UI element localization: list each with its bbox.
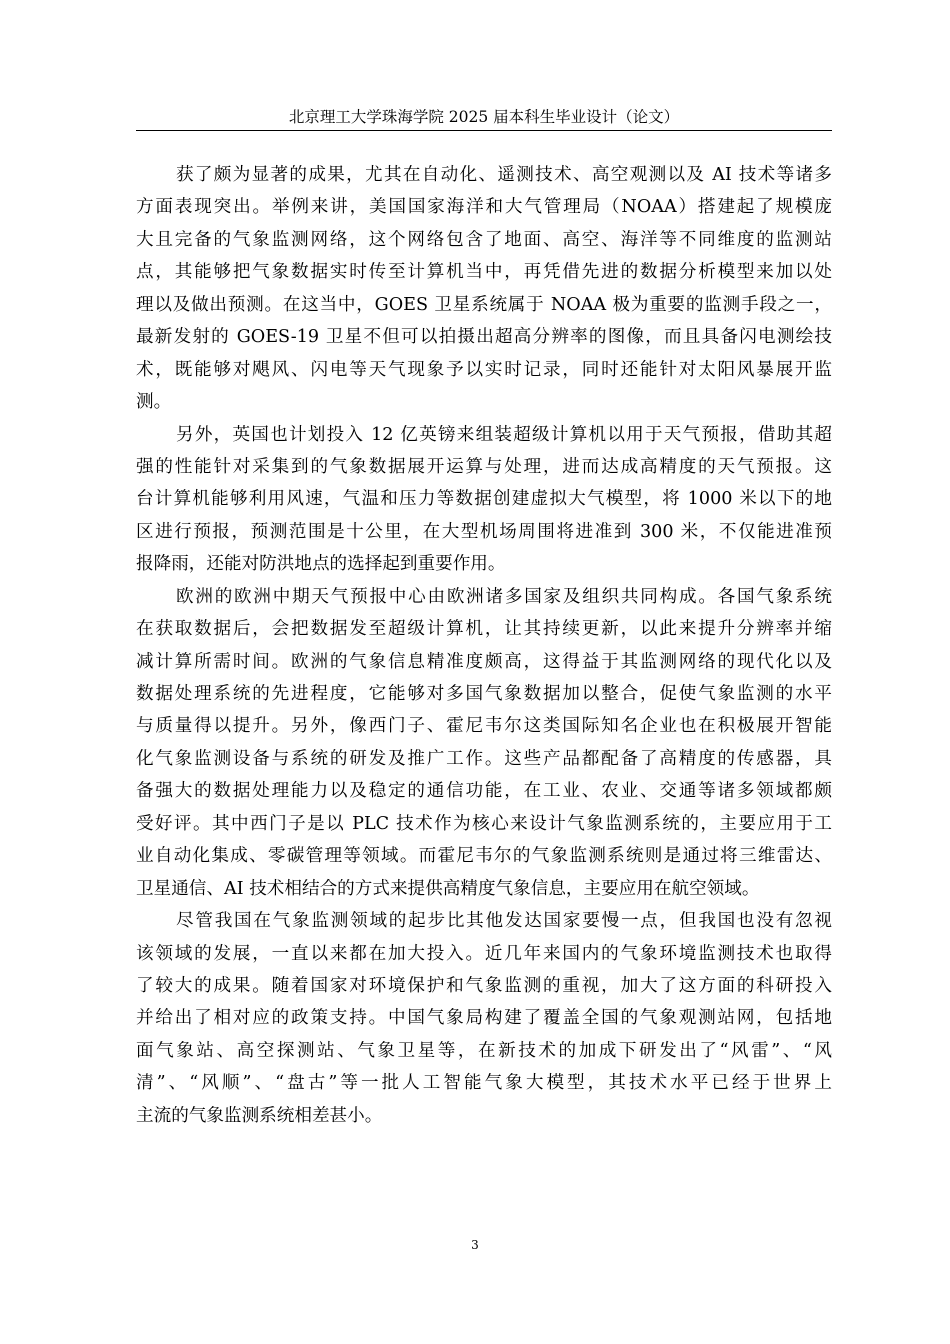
page-header: 北京理工大学珠海学院 2025 届本科生毕业设计（论文） [288, 108, 680, 126]
text-line: 与质量得以提升。另外，像西门子、霍尼韦尔这类国际知名企业也在积极展开智能 [136, 716, 832, 737]
paragraph [136, 581, 832, 905]
header-rule [136, 130, 832, 131]
text-line: 大且完备的气象监测网络，这个网络包含了地面、高空、海洋等不同维度的监测站 [136, 229, 832, 250]
text-line: 最新发射的 GOES-19 卫星不但可以拍摄出超高分辨率的图像，而且具备闪电测绘技 [136, 327, 832, 348]
text-line: 尽管我国在气象监测领域的起步比其他发达国家要慢一点，但我国也没有忽视 [176, 911, 832, 932]
text-line: 清”、“风顺”、“盘古”等一批人工智能气象大模型，其技术水平已经于世界上 [136, 1073, 832, 1094]
text-line: 强的性能针对采集到的气象数据展开运算与处理，进而达成高精度的天气预报。这 [136, 456, 832, 477]
text-line: 备强大的数据处理能力以及稳定的通信功能，在工业、农业、交通等诸多领域都颇 [136, 781, 832, 802]
text-line: 并给出了相对应的政策支持。中国气象局构建了覆盖全国的气象观测站网，包括地 [136, 1008, 832, 1029]
text-line: 化气象监测设备与系统的研发及推广工作。这些产品都配备了高精度的传感器，具 [136, 748, 832, 769]
text-line: 数据处理系统的先进程度，它能够对多国气象数据加以整合，促使气象监测的水平 [136, 684, 832, 704]
page-number: 3 [471, 1238, 479, 1252]
text-line: 欧洲的欧洲中期天气预报中心由欧洲诸多国家及组织共同构成。各国气象系统 [176, 586, 832, 607]
text-line: 点，其能够把气象数据实时传至计算机当中，再凭借先进的数据分析模型来加以处 [136, 262, 832, 283]
paragraph [136, 159, 832, 419]
text-line: 方面表现突出。举例来讲，美国国家海洋和大气管理局（NOAA）搭建起了规模庞 [136, 197, 832, 218]
body-text [136, 159, 832, 1132]
text-line: 该领域的发展，一直以来都在加大投入。近几年来国内的气象环境监测技术也取得 [136, 943, 832, 964]
text-line: 报降雨，还能对防洪地点的选择起到重要作用。 [136, 554, 506, 575]
text-line: 测。 [136, 392, 172, 413]
text-line: 术，既能够对飓风、闪电等天气现象予以实时记录，同时还能针对太阳风暴展开监 [136, 359, 832, 380]
text-line: 主流的气象监测系统相差甚小。 [136, 1105, 383, 1126]
text-line: 减计算所需时间。欧洲的气象信息精准度颇高，这得益于其监测网络的现代化以及 [136, 651, 832, 672]
text-line: 理以及做出预测。在这当中，GOES 卫星系统属于 NOAA 极为重要的监测手段之一， [136, 294, 832, 315]
paragraph [136, 905, 832, 1132]
text-line: 受好评。其中西门子是以 PLC 技术作为核心来设计气象监测系统的，主要应用于工 [136, 813, 832, 834]
paragraph [136, 419, 832, 581]
text-line: 业自动化集成、零碳管理等领域。而霍尼韦尔的气象监测系统则是通过将三维雷达、 [136, 846, 832, 867]
text-line: 区进行预报，预测范围是十公里，在大型机场周围将进准到 300 米，不仅能进准预 [136, 521, 832, 542]
text-line: 在获取数据后，会把数据发至超级计算机，让其持续更新，以此来提升分辨率并缩 [136, 619, 832, 640]
text-line: 另外，英国也计划投入 12 亿英镑来组装超级计算机以用于天气预报，借助其超 [176, 424, 832, 445]
text-line: 卫星通信、AI 技术相结合的方式来提供高精度气象信息，主要应用在航空领域。 [136, 878, 760, 899]
text-line: 获了颇为显著的成果，尤其在自动化、遥测技术、高空观测以及 AI 技术等诸多 [176, 165, 832, 185]
text-line: 面气象站、高空探测站、气象卫星等，在新技术的加成下研发出了“风雷”、“风 [136, 1040, 832, 1061]
text-line: 台计算机能够利用风速，气温和压力等数据创建虚拟大气模型，将 1000 米以下的地 [136, 489, 832, 510]
text-line: 了较大的成果。随着国家对环境保护和气象监测的重视，加大了这方面的科研投入 [136, 975, 832, 996]
